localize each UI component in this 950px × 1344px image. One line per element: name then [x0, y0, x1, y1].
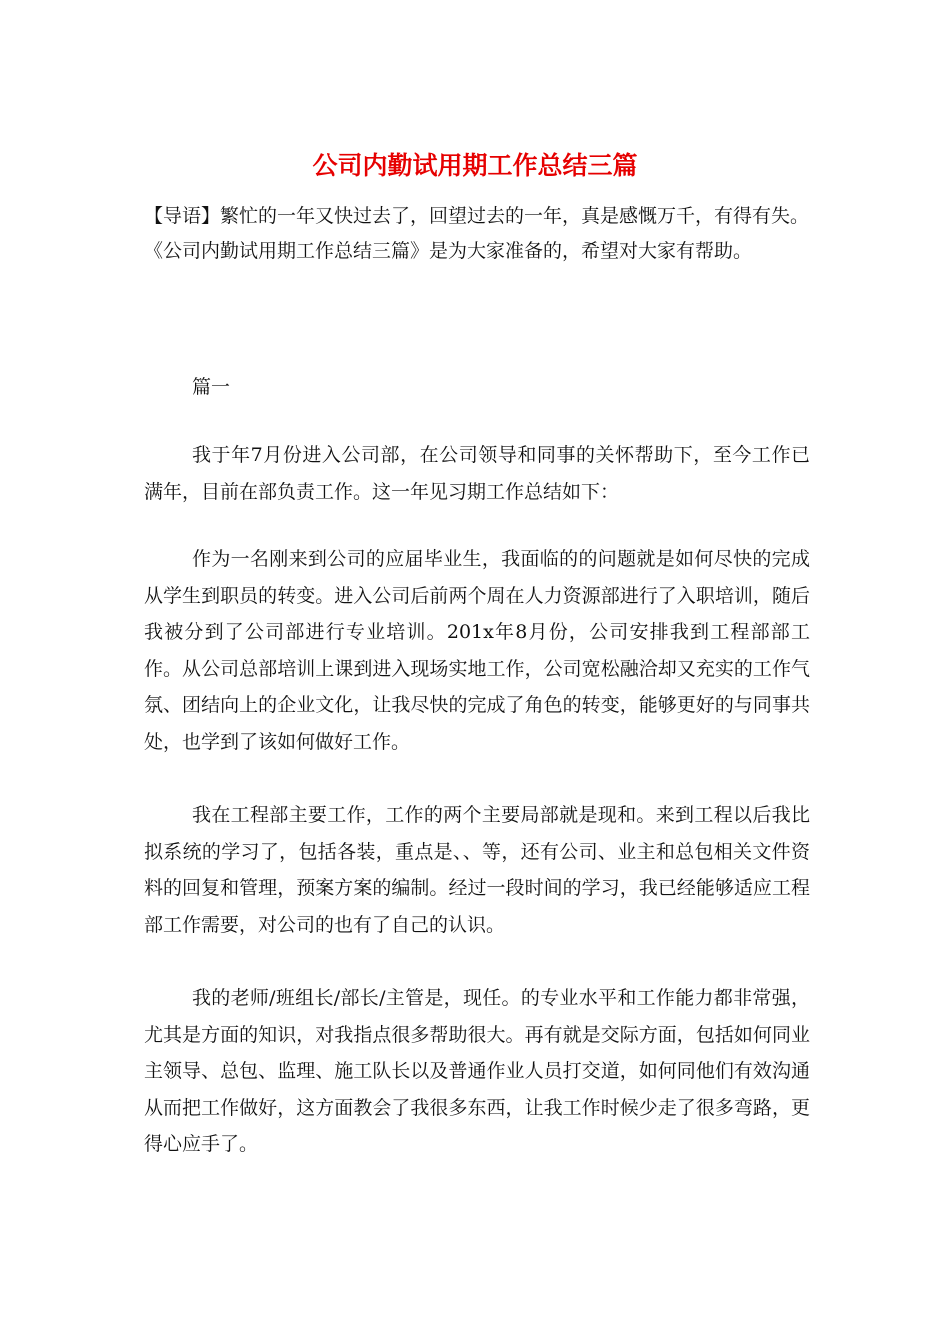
paragraph-3: 我在工程部主要工作，工作的两个主要局部就是现和。来到工程以后我比拟系统的学习了，包括各装，重点是、、等，还有公司、业主和总包相关文件资料的回复和管理，预案方案的编制。经过一段时间的学习，我已经能够适应工程部工作需要，对公司的也有了自己的认识。 [144, 804, 810, 936]
paragraph-1: 我于年7月份进入公司部，在公司领导和同事的关怀帮助下，至今工作已满年，目前在部负责工作。这一年见习期工作总结如下： [144, 444, 810, 503]
paragraph-2: 作为一名刚来到公司的应届毕业生，我面临的的问题就是如何尽快的完成从学生到职员的转变。进入公司后前两个周在人力资源部进行了入职培训，随后我被分到了公司部进行专业培训。201x年8月份，公司安排我到工程部部工作。从公司总部培训上课到进入现场实地工作，公司宽松融洽却又充实的工作气氛、团结向上的企业文化，让我尽快的完成了角色的转变，能够更好的与同事共处，也学到了该如何做好工作。 [144, 548, 810, 753]
intro-line-1: 【导语】繁忙的一年又快过去了，回望过去的一年，真是感慨万千，有得有失。 [144, 205, 810, 227]
section-label: 篇一 [192, 376, 231, 398]
paragraph-4: 我的老师/班组长/部长/主管是，现任。的专业水平和工作能力都非常强，尤其是方面的知识，对我指点很多帮助很大。再有就是交际方面，包括如何同业主领导、总包、监理、施工队长以及普通作业人员打交道，如何同他们有效沟通从而把工作做好，这方面教会了我很多东西，让我工作时候少走了很多弯路，更得心应手了。 [144, 987, 810, 1156]
intro-block [144, 199, 810, 269]
intro-line-2: 《公司内勤试用期工作总结三篇》是为大家准备的，希望对大家有帮助。 [144, 240, 753, 262]
document-title: 公司内勤试用期工作总结三篇 [312, 151, 638, 180]
